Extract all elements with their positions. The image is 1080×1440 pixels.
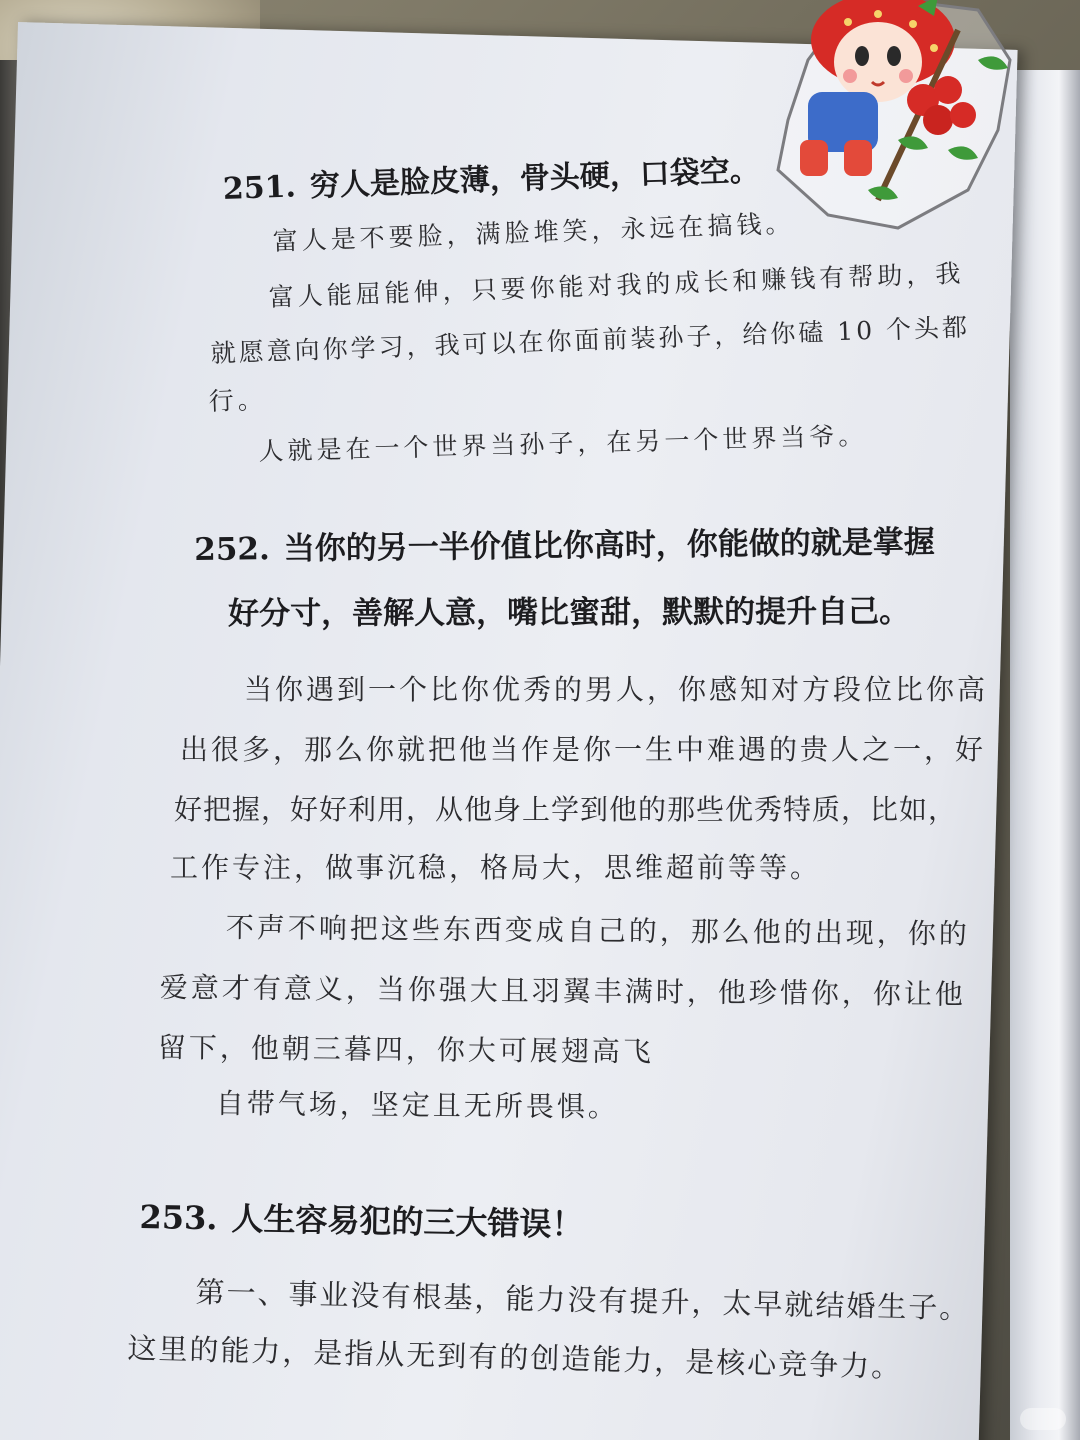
strawberry-mascot-bookmark [748, 0, 1018, 230]
paragraph-line: 不声不响把这些东西变成自己的，那么他的出现，你的 [225, 910, 970, 951]
section-number: 252. [194, 531, 270, 568]
section-heading-251 [222, 145, 760, 208]
paragraph-line: 出很多，那么你就把他当作是你一生中难遇的贵人之一，好 [180, 733, 987, 766]
paragraph-line: 行。 [208, 384, 268, 416]
section-title: 人生容易犯的三大错误！ [231, 1199, 584, 1244]
paragraph-line: 第一、事业没有根基，能力没有提升，太早就结婚生子。 [195, 1274, 971, 1326]
section-heading-252-line2 [228, 586, 910, 633]
section-number: 251. [222, 169, 297, 207]
paragraph-line: 工作专注，做事沉稳，格局大，思维超前等等。 [170, 851, 822, 884]
section-title-line1: 当你的另一半价值比你高时，你能做的就是掌握 [283, 524, 935, 568]
section-title: 穷人是脸皮薄，骨头硬，口袋空。 [309, 153, 761, 204]
section-heading-252 [194, 516, 935, 569]
paragraph-line: 就愿意向你学习，我可以在你面前装孙子，给你磕 10 个头都 [210, 312, 971, 368]
paragraph-line: 人就是在一个世界当孙子，在另一个世界当爷。 [258, 421, 868, 466]
section-heading-253 [139, 1192, 584, 1246]
paragraph-line: 富人能屈能伸，只要你能对我的成长和赚钱有帮助，我 [268, 258, 965, 312]
corner-watermark [1020, 1408, 1066, 1430]
section-number: 253. [139, 1197, 218, 1238]
paragraph-line: 自带气场，坚定且无所畏惧。 [215, 1086, 619, 1124]
section-title-line2: 好分寸，善解人意，嘴比蜜甜，默默的提升自己。 [228, 593, 911, 632]
paragraph-line: 这里的能力，是指从无到有的创造能力，是核心竞争力。 [127, 1330, 903, 1384]
paragraph-line: 富人是不要脸，满脸堆笑，永远在搞钱。 [272, 208, 795, 256]
paragraph-line: 当你遇到一个比你优秀的男人，你感知对方段位比你高 [244, 673, 989, 706]
paragraph-line: 爱意才有意义，当你强大且羽翼丰满时，他珍惜你，你让他 [159, 970, 966, 1012]
paragraph-line: 留下，他朝三暮四，你大可展翅高飞 [157, 1030, 654, 1069]
paragraph-line: 好把握，好好利用，从他身上学到他的那些优秀特质，比如， [174, 793, 958, 826]
mascot-face [834, 22, 922, 102]
